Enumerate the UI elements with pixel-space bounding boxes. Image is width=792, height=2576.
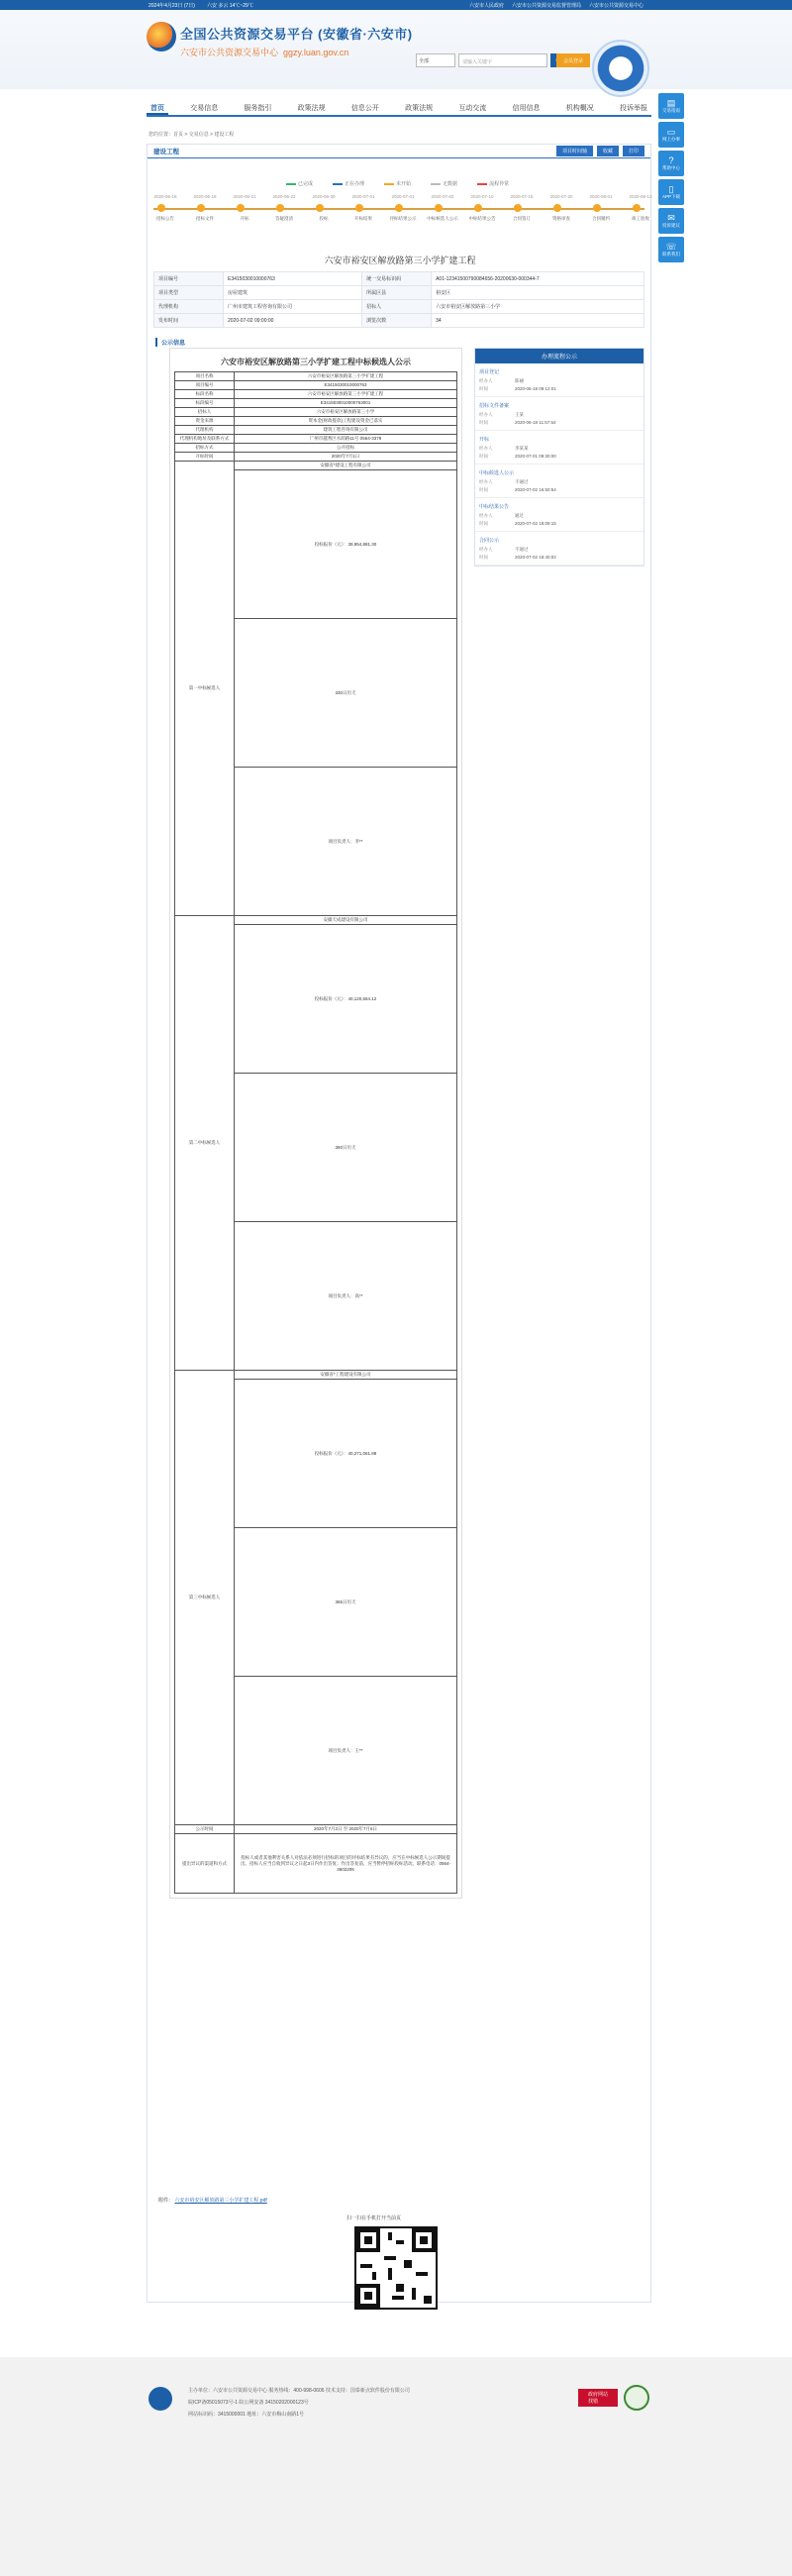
timeline-label: 开标	[240, 216, 249, 221]
content-panel	[147, 144, 651, 2303]
brand	[180, 24, 413, 58]
timeline-node[interactable]	[633, 204, 641, 212]
timeline-date: 2020-07-10	[470, 194, 494, 199]
process-step: 合同公示 经办人 不通过 时间 2020-07-02 18:40:02	[475, 532, 644, 566]
notes-row: 提出异议的渠道和方式 投标人或者其他利害关系人对依法必须进行招标的项目的评标结果有异议的，应当在中标候选人公示期间提出。招标人应当自收到异议之日起3日内作出答复；作出答复前，应当暂停招标投标活动。联系电话：0564-3602206	[175, 1834, 457, 1894]
project-row: 开标时间 2020年7月1日	[175, 453, 457, 462]
timeline-label: 合同履约	[592, 216, 610, 221]
login-button[interactable]: 会员登录	[556, 53, 590, 67]
site-logo-icon[interactable]	[147, 22, 176, 52]
legend-doing: 正在办理	[345, 181, 365, 187]
nav-about[interactable]: 机构概况	[565, 105, 594, 112]
timeline-date: 2020-08-13	[629, 194, 652, 199]
nav-home[interactable]: 首页	[147, 99, 168, 115]
mail-icon: ✉	[667, 212, 675, 223]
phone-icon: ▯	[668, 183, 674, 194]
float-app[interactable]: ▯ APP下载	[658, 179, 684, 205]
timeline-date: 2020-06-18	[153, 194, 177, 199]
footer-line-1: 主办单位：六安市公共资源交易中心 服务热线：400-998-0606 技术支持：国泰新点软件股份有限公司	[188, 2388, 410, 2394]
process-step: 中标结果公告 经办人 通过 时间 2020-07-02 18:09:15	[475, 498, 644, 532]
timeline-label: 开标结果	[354, 216, 372, 221]
emblem-icon	[592, 40, 649, 97]
nav-guide[interactable]: 服务指引	[244, 105, 272, 112]
timeline-date: 2020-07-20	[549, 194, 573, 199]
project-timeline	[153, 192, 652, 242]
timeline-label: 投标	[319, 216, 329, 221]
project-row: 代理机构地址及联系方式 广州市越秀区水荫路11号 0564-3379	[175, 435, 457, 444]
timeline-node[interactable]	[355, 204, 363, 212]
timeline-label: 中标结果公告	[468, 216, 496, 221]
timeline-node[interactable]	[157, 204, 165, 212]
site-header	[0, 10, 792, 89]
footer-line-2: 皖ICP备05015073号-1 皖公网安备 34150202000123号	[188, 2400, 309, 2406]
nav-trade[interactable]: 交易信息	[190, 105, 219, 112]
project-row: 项目编号 E3415030010000763	[175, 381, 457, 390]
announcement-document	[169, 348, 462, 1899]
timeline-label: 合同签订	[513, 216, 531, 221]
timeline-node[interactable]	[395, 204, 403, 212]
legend-error: 流程异常	[489, 181, 510, 187]
nav-credit[interactable]: 信用信息	[512, 105, 541, 112]
project-row: 资金来源 资本金(财政拨款)工程建设资金已落实	[175, 417, 457, 426]
timeline-date: 2020-07-01	[351, 194, 375, 199]
site-identity-icon[interactable]	[624, 2385, 649, 2411]
publicity-heading: 公示信息	[155, 338, 185, 347]
timeline-node[interactable]	[514, 204, 522, 212]
timeline-label: 竣工验收	[632, 216, 649, 221]
project-area: 裕安区	[432, 286, 644, 300]
owner-name: 六安市裕安区解放路第三小学	[432, 300, 644, 314]
breadcrumb: 您的位置：首页 > 交易信息 > 建设工程	[148, 132, 235, 138]
section-tab	[148, 145, 650, 158]
float-help[interactable]: ? 帮助中心	[658, 151, 684, 176]
project-category: 房屋建筑	[224, 286, 362, 300]
candidate-row: 第二中标候选人 安徽天成建设有限公司	[175, 916, 457, 925]
project-title: 六安市裕安区解放路第三小学扩建工程	[324, 256, 476, 265]
top-link-gov[interactable]: 六安市人民政府	[468, 2, 504, 9]
top-link-bureau[interactable]: 六安市公共资源交易监督管理局	[511, 2, 581, 9]
date-text: 2024年4月23日 (7日)	[148, 2, 195, 9]
timeline-node[interactable]	[316, 204, 324, 212]
section-tab-title: 建设工程	[153, 149, 179, 155]
project-row: 招标人 六安市裕安区解放路第三小学	[175, 408, 457, 417]
timeline-label: 资格审查	[552, 216, 570, 221]
legend-done: 已完成	[298, 181, 314, 187]
nav-policy[interactable]: 政策法规	[297, 105, 326, 112]
timeline-date: 2020-06-21	[233, 194, 256, 199]
float-online[interactable]: ▭ 网上办事	[658, 122, 684, 148]
float-contact[interactable]: ☏ 联系我们	[658, 237, 684, 262]
section-code: A01-12341500790084656-20200630-000344-7	[432, 272, 644, 286]
qr-code-icon	[354, 2226, 438, 2310]
top-link-center[interactable]: 六安市公共资源交易中心	[588, 2, 644, 9]
favorite-button[interactable]: 收藏	[597, 146, 619, 156]
weather-text: 六安 多云 14℃~29℃	[206, 2, 253, 9]
project-row: 招标方式 公开招标	[175, 444, 457, 453]
candidate-row: 第一中标候选人 安徽省*建设工程有限公司	[175, 462, 457, 470]
float-guide[interactable]: ▤ 交易指南	[658, 93, 684, 119]
timeline-label: 招标公告	[156, 216, 174, 221]
print-button[interactable]: 打印	[623, 146, 644, 156]
right-float-bar	[658, 93, 686, 265]
project-row: 标段名称 六安市裕安区解放路第三小学扩建工程	[175, 390, 457, 399]
timeline-node[interactable]	[435, 204, 443, 212]
timeline-date: 2020-06-18	[193, 194, 217, 199]
police-badge-icon[interactable]	[148, 2387, 172, 2411]
candidate-row: 第三中标候选人 安徽省*工程建设有限公司	[175, 1371, 457, 1380]
timeline-label: 评标结果公示	[389, 216, 417, 221]
project-row: 标段编号 E3415030010000763001	[175, 399, 457, 408]
process-step: 招标文件备案 经办人 王某 时间 2020-06-18 11:57:54	[475, 397, 644, 431]
timeline-label: 中标候选人公示	[427, 216, 458, 221]
project-code: E3415030010000763	[224, 272, 362, 286]
brand-url: ggzy.luan.gov.cn	[283, 48, 349, 57]
timeline-date: 2020-06-22	[272, 194, 296, 199]
gov-error-badge-icon[interactable]: 政府网站 找错	[578, 2389, 618, 2407]
timeline-date: 2020-07-01	[391, 194, 415, 199]
attachment-row	[158, 2197, 267, 2204]
nav-complaint[interactable]: 投诉举报	[619, 105, 647, 112]
publish-date: 2020-07-02 09:00:00	[224, 314, 362, 328]
project-info-table: 项目编号 E3415030010000763 统一交易标识码 A01-12341500790084656-20200630-000344-7 项目类型 房屋建筑 所属区县 裕安区 代理机构 广州市建筑工程咨询有限公司 招标人 六安市裕安区解放路第三小学 发布时间 2020-07-02 09:00:00 浏览次数 34	[153, 271, 644, 328]
attachment-link[interactable]: 六安市裕安区解放路第三小学扩建工程.pdf	[174, 2198, 267, 2204]
main-nav	[147, 99, 651, 117]
float-complaint[interactable]: ✉ 投诉建议	[658, 208, 684, 234]
timeline-date: 2020-07-15	[510, 194, 534, 199]
process-title: 办理流程公示	[475, 349, 644, 363]
timeline-node[interactable]	[553, 204, 561, 212]
timeline-node[interactable]	[197, 204, 205, 212]
timeline-node[interactable]	[474, 204, 482, 212]
timeline-label: 招标文件	[196, 216, 214, 221]
nav-policy-2[interactable]: 政策法规	[405, 105, 434, 112]
timeline-node[interactable]	[276, 204, 284, 212]
search-bar	[416, 53, 564, 67]
timeline-date: 2020-07-02	[431, 194, 454, 199]
brand-title: 全国公共资源交易平台 (安徽省·六安市)	[180, 27, 413, 42]
search-input[interactable]: 请输入关键字	[458, 53, 547, 67]
headset-icon: ☏	[665, 241, 677, 252]
qr-caption: 扫一扫在手机打开当前页	[346, 2215, 402, 2221]
timeline-button[interactable]: 项目时间轴	[556, 146, 593, 156]
search-scope-select[interactable]: 全部	[416, 53, 455, 67]
timeline-date: 2020-06-30	[312, 194, 336, 199]
timeline-label: 答疑澄清	[275, 216, 293, 221]
site-footer	[0, 2357, 792, 2576]
project-row: 代理机构 建筑工程咨询有限公司	[175, 426, 457, 435]
timeline-date: 2020-08-01	[589, 194, 613, 199]
agent-name: 广州市建筑工程咨询有限公司	[224, 300, 362, 314]
project-row: 项目名称 六安市裕安区解放路第三小学扩建工程	[175, 372, 457, 381]
process-sidebar	[474, 348, 644, 567]
footer-line-3: 网站标识码：3415000001 地址：六安市梅山南路1号	[188, 2412, 304, 2418]
process-step: 中标候选人公示 经办人 不通过 时间 2020-07-02 16:50:54	[475, 464, 644, 498]
top-strip	[0, 0, 792, 10]
brand-subtitle: 六安市公共资源交易中心	[180, 48, 279, 57]
legend-todo: 未开始	[396, 181, 412, 187]
process-step: 开标 经办人 李某某 时间 2020-07-01 09:30:00	[475, 431, 644, 464]
nav-interact[interactable]: 互动交流	[458, 105, 487, 112]
legend-nodata: 无数据	[443, 181, 458, 187]
book-icon: ▤	[666, 97, 676, 108]
view-count: 34	[432, 314, 644, 328]
timeline-node[interactable]	[593, 204, 601, 212]
help-icon: ?	[668, 155, 674, 165]
announcement-title: 六安市裕安区解放路第三小学扩建工程中标候选人公示	[221, 358, 411, 366]
candidate-table: 项目名称 六安市裕安区解放路第三小学扩建工程 项目编号 E3415030010000763 标段名称 六安市裕安区解放路第三小学扩建工程 标段编号 E3415030010000763001 招标人 六安市裕安区解放路第三小学 资金来源 资本金(财政拨款)工程建设资金已落实 代理机构 建筑工程咨询有限公司 代理机构地址及联系方式 广州市越秀区水荫路11号 0564-3379 招标方式 公开招标 开标时间 2020年7月1日 第一中标候选人 安徽省*建设工程有限公司 投标报价（元）：39,954,881.30 330日历天 项目负责人：李** 第二中标候选人 安徽天成建设有限公司 投标报价（元）：40,120,654.12 360日历天 项目负责人：高** 第三中标候选人 安徽省*工程建设有限公司 投标报价（元）：40,271,061.88 365日历天 项目负责人：王** 公示时间 2020年7月2日 至 2020年7月6日 提出异议的渠道和方式 投标人或者其他利害关系人对依法必须进行招标的项目的评标结果有异议的，应当在中标候选人公示期间提出。招标人应当自收到异议之日起3日内作出答复；作出答复前，应当暂停招标投标活动。联系电话：0564-3602206	[174, 371, 457, 1894]
attachment-label: 附件：	[158, 2198, 174, 2204]
process-step: 项目登记 经办人 陈丽 时间 2020-06-18 09:12:01	[475, 363, 644, 397]
nav-info[interactable]: 信息公开	[350, 105, 379, 112]
timeline-legend	[286, 180, 509, 187]
publicity-period-row: 公示时间 2020年7月2日 至 2020年7月6日	[175, 1825, 457, 1834]
timeline-node[interactable]	[237, 204, 245, 212]
monitor-icon: ▭	[666, 126, 676, 137]
